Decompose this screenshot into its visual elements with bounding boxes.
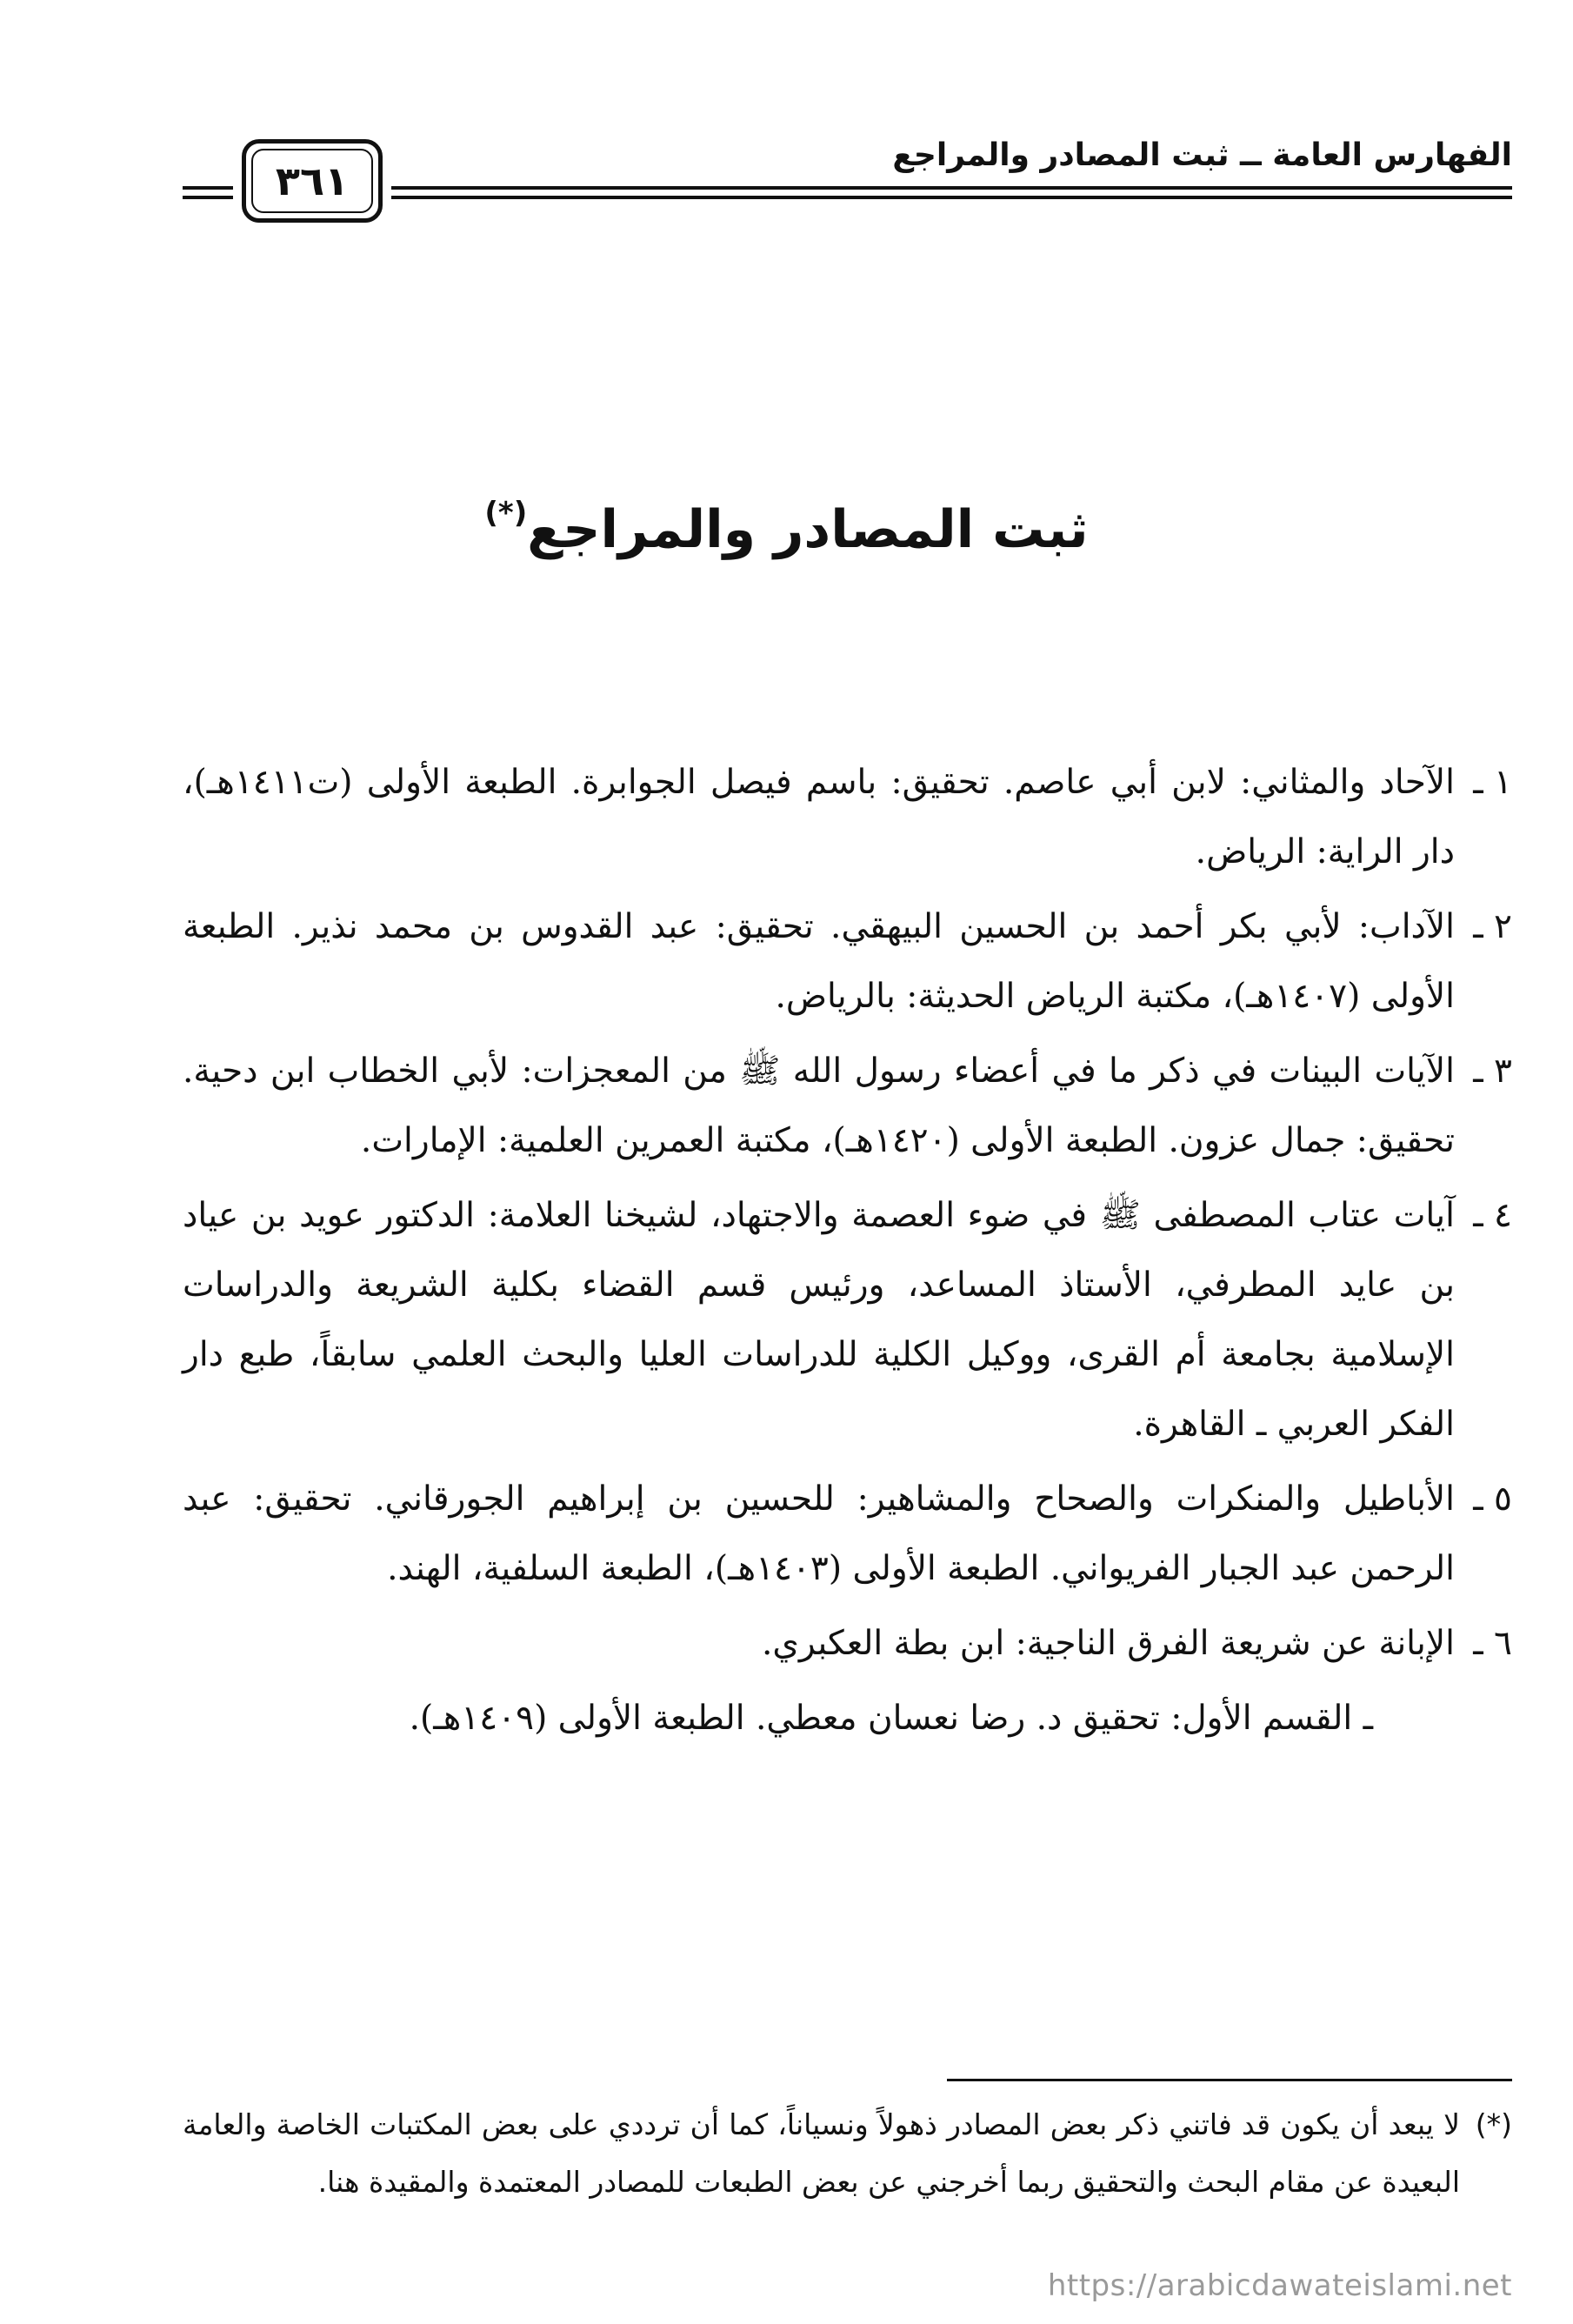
entry-number: ٥ ـ [1473,1479,1512,1519]
entry-number: ٣ ـ [1473,1052,1512,1091]
page-header [183,130,1512,235]
title-footnote-mark: (*) [484,496,528,531]
running-head: الفهارس العامة ــ ثبت المصادر والمراجع [892,137,1512,173]
bibliography-entry-5 [183,1465,1512,1604]
entry-number: ٢ ـ [1473,907,1512,946]
bibliography-entry-2 [183,892,1512,1032]
entry-number: ١ ـ [1473,763,1512,802]
page-number: ٣٦١ [275,157,350,204]
entry-text: الإبانة عن شريعة الفرق الناجية: ابن بطة العكبري. [761,1624,1455,1663]
bibliography-entry-4 [183,1181,1512,1459]
bibliography-entry-6 [183,1609,1512,1679]
footnote-text: لا يبعد أن يكون قد فاتني ذكر بعض المصادر ذهولاً ونسياناً، كما أن ترددي على بعض المكتبات الخاصة والعامة البعيدة عن مقام البحث والتحقيق ربما أخرجني عن بعض الطبعات للمصادر المعتمدة والمقيدة هنا. [183,2107,1460,2199]
header-rule-right-bottom [391,196,1512,199]
page-title-text: ثبت المصادر والمراجع [527,499,1089,560]
bibliography-entry-1 [183,748,1512,887]
header-rule-left-top [183,186,233,190]
bibliography-subentry: ـ القسم الأول: تحقيق د. رضا نعسان معطي. الطبعة الأولى (١٤٠٩هـ). [409,1699,1373,1738]
bibliography-entry-3 [183,1037,1512,1176]
entry-text: آيات عتاب المصطفى ﷺ في ضوء العصمة والاجتهاد، لشيخنا العلامة: الدكتور عويد بن عياد بن عايد المطرفي، الأستاذ المساعد، ورئيس قسم القضاء بكلية الشريعة والدراسات الإسلامية بجامعة أم القرى، ووكيل الكلية للدراسات العليا والبحث العلمي سابقاً، طبع دار الفكر العربي ـ القاهرة. [183,1196,1455,1444]
footnote-divider [947,2079,1512,2081]
entry-number: ٤ ـ [1473,1196,1512,1235]
entry-text: الآحاد والمثاني: لابن أبي عاصم. تحقيق: باسم فيصل الجوابرة. الطبعة الأولى (ت١٤١١هـ)، دار الراية: الرياض. [183,763,1455,872]
entry-text: الآيات البينات في ذكر ما في أعضاء رسول الله ﷺ من المعجزات: لأبي الخطاب ابن دحية. تحقيق: جمال عزون. الطبعة الأولى (١٤٢٠هـ)، مكتبة العمرين العلمية: الإمارات. [183,1052,1455,1160]
footnote-mark: (*) [1475,2107,1512,2141]
header-rule-right-top [391,186,1512,190]
page-number-frame [242,139,383,223]
entry-number: ٦ ـ [1473,1624,1512,1663]
entry-text: الأباطيل والمنكرات والصحاح والمشاهير: للحسين بن إبراهيم الجورقاني. تحقيق: عبد الرحمن عبد الجبار الفريواني. الطبعة الأولى (١٤٠٣هـ)، الطبعة السلفية، الهند. [183,1479,1455,1588]
page-title [0,496,1573,560]
entry-text: الآداب: لأبي بكر أحمد بن الحسين البيهقي. تحقيق: عبد القدوس بن محمد نذير. الطبعة الأولى (١٤٠٧هـ)، مكتبة الرياض الحديثة: بالرياض. [183,907,1455,1016]
bibliography-list [183,748,1512,1753]
header-rule-left-bottom [183,196,233,199]
footnote [183,2096,1512,2211]
watermark-url: https://arabicdawateislami.net [1047,2268,1512,2303]
